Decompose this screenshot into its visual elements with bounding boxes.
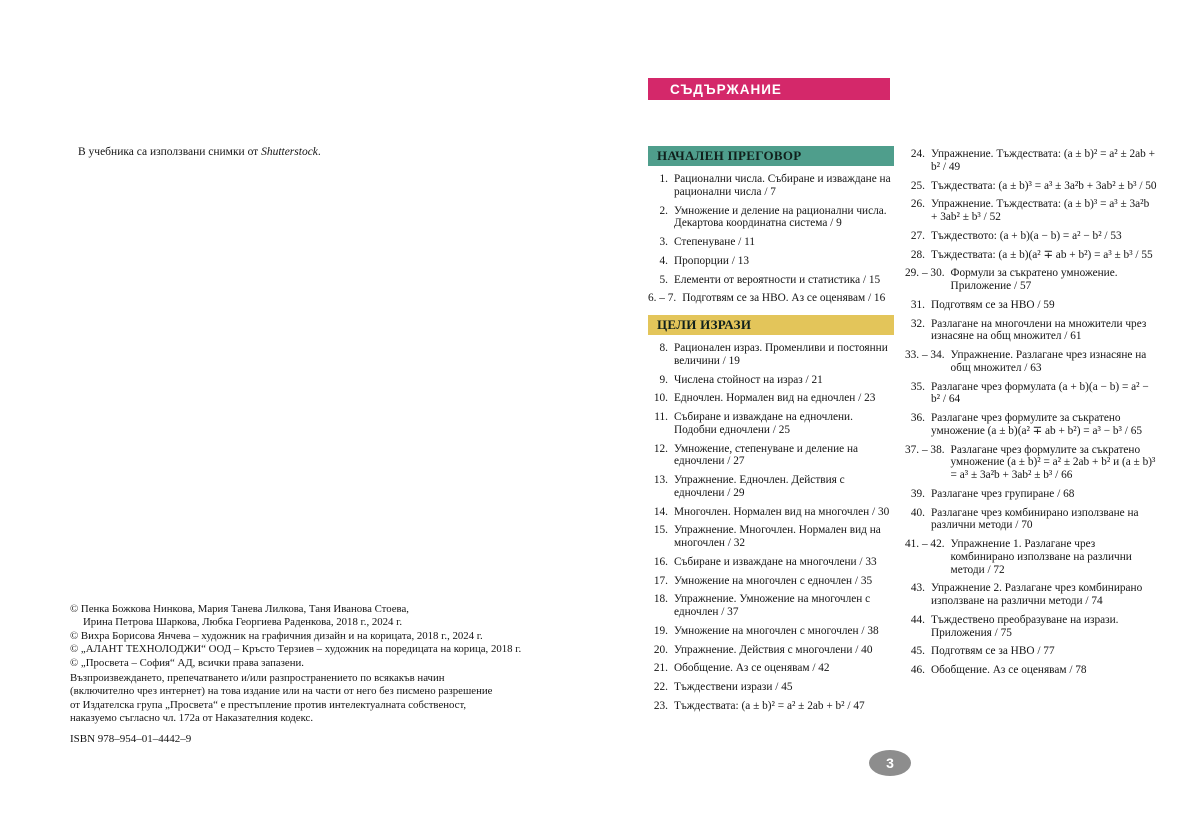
- toc-entry: [905, 582, 1157, 608]
- toc-entry-number: 1.: [659, 173, 668, 185]
- toc-entry: [648, 644, 894, 657]
- toc-entry-number: 40.: [910, 506, 925, 519]
- contents-banner-title: СЪДЪРЖАНИЕ: [670, 81, 782, 97]
- toc-entry: [905, 318, 1157, 344]
- legal-notice-line: от Издателска група „Просвета“ е престъпление против интелектуалната собственост,: [70, 698, 467, 711]
- toc-entry: [648, 392, 894, 405]
- toc-entry: [905, 180, 1157, 193]
- legal-notice-line: наказуемо съгласно чл. 172а от Наказателния кодекс.: [70, 712, 314, 725]
- toc-entry: [648, 443, 894, 469]
- toc-entry-number: 11.: [654, 411, 668, 423]
- toc-entry-number: 27.: [910, 229, 925, 242]
- toc-entry-number: 31.: [910, 298, 925, 311]
- toc-entry-number: 23.: [653, 699, 668, 712]
- toc-entry-text: Разлагане на многочлени на множители чрез изнасяне на общ множител / 61: [931, 317, 1147, 343]
- toc-entry-number: 36.: [910, 412, 925, 424]
- toc-entry: [648, 575, 894, 588]
- toc-entry: [905, 349, 1157, 375]
- toc-entry: [648, 374, 894, 387]
- photo-credit-note: [78, 146, 321, 158]
- toc-section: [905, 148, 1157, 677]
- toc-entry: [648, 524, 894, 550]
- toc-entry: [648, 625, 894, 638]
- toc-entry-text: Упражнение 2. Разлагане чрез комбинирано използване на различни методи / 74: [931, 582, 1143, 607]
- toc-entry-number: 19.: [653, 624, 668, 637]
- toc-entry-number: 6. – 7.: [648, 292, 677, 305]
- toc-entry-number: 45.: [910, 645, 925, 658]
- toc-entry-text: Многочлен. Нормален вид на многочлен / 30: [674, 505, 890, 518]
- toc-column-2: [905, 148, 1157, 683]
- toc-entry-number: 13.: [653, 474, 668, 486]
- toc-entry-text: Упражнение. Тъждествата: (a ± b)³ = a³ ± 3a²b + 3ab² ± b³ / 52: [931, 198, 1150, 223]
- toc-entry-number: 2.: [659, 204, 668, 217]
- toc-entry-number: 44.: [910, 613, 925, 626]
- toc-entry-number: 29. – 30.: [905, 267, 945, 280]
- toc-entry-text: Разлагане чрез формулата (a + b)(a − b) = a² − b² / 64: [931, 380, 1149, 406]
- toc-entry: [905, 249, 1157, 262]
- copyright-line: © Пенка Божкова Нинкова, Мария Танева Лилкова, Таня Иванова Стоева,: [70, 603, 410, 615]
- toc-entry-text: Упражнение 1. Разлагане чрез комбинирано използване на различни методи / 72: [950, 538, 1132, 576]
- toc-entry-text: Умножение, степенуване и деление на едночлени / 27: [674, 442, 859, 468]
- toc-entry-text: Разлагане чрез комбинирано използване на различни методи / 70: [931, 506, 1139, 532]
- toc-entry-number: 20.: [653, 643, 668, 656]
- toc-entry-text: Упражнение. Умножение на многочлен с едночлен / 37: [674, 593, 871, 618]
- toc-entry-text: Тъждествено преобразуване на изрази. Приложения / 75: [931, 613, 1119, 639]
- toc-entry: [905, 538, 1157, 576]
- toc-entry-number: 22.: [653, 681, 668, 693]
- section-header: НАЧАЛЕН ПРЕГОВОР: [648, 146, 894, 166]
- toc-entry-number: 8.: [659, 342, 668, 354]
- toc-entry-text: Формули за съкратено умножение. Приложение / 57: [950, 267, 1118, 292]
- toc-entry: [648, 205, 894, 231]
- toc-entry-text: Умножение на многочлен с едночлен / 35: [674, 574, 873, 587]
- toc-entry: [905, 664, 1157, 677]
- toc-entry-number: 46.: [910, 664, 925, 676]
- toc-entry: [905, 507, 1157, 533]
- toc-entry-text: Степенуване / 11: [674, 236, 756, 248]
- toc-entry-text: Умножение на многочлен с многочлен / 38: [674, 624, 879, 637]
- toc-entry: [905, 148, 1157, 174]
- toc-entry: [648, 681, 894, 694]
- toc-entry: [648, 173, 894, 199]
- toc-entry-number: 10.: [653, 392, 668, 405]
- toc-entry-text: Едночлен. Нормален вид на едночлен / 23: [674, 392, 876, 405]
- toc-section: [648, 315, 894, 713]
- toc-entry-number: 5.: [659, 273, 668, 286]
- toc-entry-text: Упражнение. Многочлен. Нормален вид на многочлен / 32: [674, 524, 881, 549]
- toc-entry-text: Тъждествата: (a ± b)³ = a³ ± 3a²b + 3ab² ± b³ / 50: [931, 179, 1157, 192]
- toc-entry: [648, 255, 894, 268]
- page-number: 3: [886, 755, 894, 771]
- toc-entry: [648, 506, 894, 519]
- toc-entry-number: 33. – 34.: [905, 349, 945, 361]
- toc-entry-number: 41. – 42.: [905, 538, 945, 550]
- toc-entry: [648, 411, 894, 437]
- toc-entry-number: 26.: [910, 198, 925, 211]
- toc-entry: [905, 267, 1157, 293]
- toc-entry-number: 17.: [653, 574, 668, 587]
- toc-section: [648, 146, 894, 305]
- photo-credit-text: В учебника са използвани снимки от: [78, 146, 262, 158]
- toc-entry-text: Пропорции / 13: [674, 254, 750, 267]
- toc-entry-text: Упражнение. Разлагане чрез изнасяне на общ множител / 63: [950, 349, 1147, 374]
- toc-entry: [648, 700, 894, 713]
- toc-entry-text: Разлагане чрез формулите за съкратено умножение (a ± b)² = a² ± 2ab + b² и (a ± b)³ = a³ ± 3a²b + 3ab² ± b³ / 66: [950, 443, 1156, 481]
- toc-entry: [905, 198, 1157, 224]
- toc-entry: [648, 274, 894, 287]
- photo-credit-period: .: [317, 146, 321, 158]
- toc-entry: [648, 292, 894, 305]
- toc-entry-text: Събиране и изваждане на многочлени / 33: [674, 555, 877, 568]
- toc-entry-text: Обобщение. Аз се оценявам / 42: [674, 662, 830, 675]
- toc-entry: [905, 381, 1157, 407]
- toc-entry-text: Обобщение. Аз се оценявам / 78: [931, 664, 1087, 676]
- copyright-line: © Вихра Борисова Янчева – художник на графичния дизайн и на корицата, 2018 г., 2024 г.: [70, 629, 483, 642]
- toc-entry-number: 35.: [910, 380, 925, 393]
- copyright-line: © „Просвета – София“ АД, всички права запазени.: [70, 656, 304, 669]
- toc-entry: [905, 412, 1157, 438]
- copyright-line: © „АЛАНТ ТЕХНОЛОДЖИ“ ООД – Кръсто Терзиев – художник на поредицата на корица, 2018 г.: [70, 643, 522, 656]
- toc-entry-number: 21.: [653, 662, 668, 675]
- toc-entry-number: 14.: [653, 505, 668, 518]
- page-number-badge: [869, 750, 911, 776]
- toc-entry-text: Рационални числа. Събиране и изваждане на рационални числа / 7: [674, 173, 891, 198]
- toc-entry-text: Упражнение. Действия с многочлени / 40: [674, 643, 873, 656]
- toc-entry: [648, 556, 894, 569]
- toc-entry-number: 16.: [653, 555, 668, 568]
- toc-entry-text: Тъждествени изрази / 45: [674, 681, 793, 693]
- toc-entry-text: Тъждеството: (a + b)(a − b) = a² − b² / 53: [931, 229, 1122, 242]
- toc-entry-number: 3.: [659, 236, 668, 248]
- toc-entry-text: Разлагане чрез формулите за съкратено умножение (a ± b)(a² ∓ ab + b²) = a³ − b³ / 65: [931, 412, 1143, 437]
- toc-entry: [648, 474, 894, 500]
- toc-entry-text: Събиране и изваждане на едночлени. Подобни едночлени / 25: [674, 411, 853, 436]
- toc-entry-number: 28.: [910, 248, 925, 261]
- isbn: ISBN 978–954–01–4442–9: [70, 733, 192, 745]
- toc-entry-text: Тъждествата: (a ± b)² = a² ± 2ab + b² / 47: [674, 699, 865, 712]
- toc-entry: [648, 236, 894, 249]
- contents-banner: [648, 78, 890, 100]
- toc-entry-number: 9.: [659, 373, 668, 386]
- toc-entry: [905, 645, 1157, 658]
- toc-entry: [648, 662, 894, 675]
- toc-entry-text: Подготвям се за НВО / 77: [931, 645, 1055, 658]
- toc-entry-text: Елементи от вероятности и статистика / 15: [674, 273, 881, 286]
- toc-entry-number: 32.: [910, 317, 925, 330]
- copyright-block: [70, 603, 540, 670]
- legal-notice-line: (включително чрез интернет) на това издание или на части от него без писмено разрешение: [70, 685, 493, 698]
- section-header: ЦЕЛИ ИЗРАЗИ: [648, 315, 894, 335]
- photo-credit-source: Shutterstock: [261, 146, 318, 158]
- toc-entry: [648, 342, 894, 368]
- toc-entry-text: Разлагане чрез групиране / 68: [931, 487, 1075, 500]
- toc-entry-text: Подготвям се за НВО / 59: [931, 298, 1055, 311]
- toc-entry: [905, 614, 1157, 640]
- toc-entry: [905, 488, 1157, 501]
- toc-entry-number: 15.: [653, 524, 668, 537]
- toc-entry: [648, 593, 894, 619]
- toc-entry-text: Упражнение. Едночлен. Действия с едночлени / 29: [674, 474, 845, 499]
- toc-entry-text: Подготвям се за НВО. Аз се оценявам / 16: [682, 292, 886, 305]
- toc-entry-text: Рационален израз. Променливи и постоянни величини / 19: [674, 342, 888, 367]
- legal-notice-line: Възпроизвеждането, препечатването и/или разпространението по всякакъв начин: [70, 672, 445, 684]
- toc-entry-number: 37. – 38.: [905, 443, 945, 456]
- toc-entry-text: Числена стойност на израз / 21: [674, 373, 823, 386]
- toc-entry-text: Тъждествата: (a ± b)(a² ∓ ab + b²) = a³ ± b³ / 55: [931, 248, 1153, 261]
- toc-column-1: [648, 146, 894, 719]
- toc-entry-number: 43.: [910, 582, 925, 595]
- toc-entry-number: 24.: [910, 148, 925, 160]
- toc-entry-text: Упражнение. Тъждествата: (a ± b)² = a² ± 2ab + b² / 49: [931, 148, 1156, 173]
- copyright-line: Ирина Петрова Шаркова, Любка Георгиева Раденкова, 2018 г., 2024 г.: [83, 616, 403, 629]
- toc-entry: [905, 299, 1157, 312]
- toc-entry-number: 4.: [659, 254, 668, 267]
- legal-notice: [70, 672, 540, 726]
- toc-entry-number: 39.: [910, 487, 925, 500]
- toc-entry-text: Умножение и деление на рационални числа. Декартова координатна система / 9: [674, 204, 887, 230]
- toc-entry-number: 18.: [653, 593, 668, 606]
- toc-entry-number: 12.: [653, 442, 668, 455]
- toc-entry-number: 25.: [910, 179, 925, 192]
- toc-entry: [905, 444, 1157, 482]
- toc-entry: [905, 230, 1157, 243]
